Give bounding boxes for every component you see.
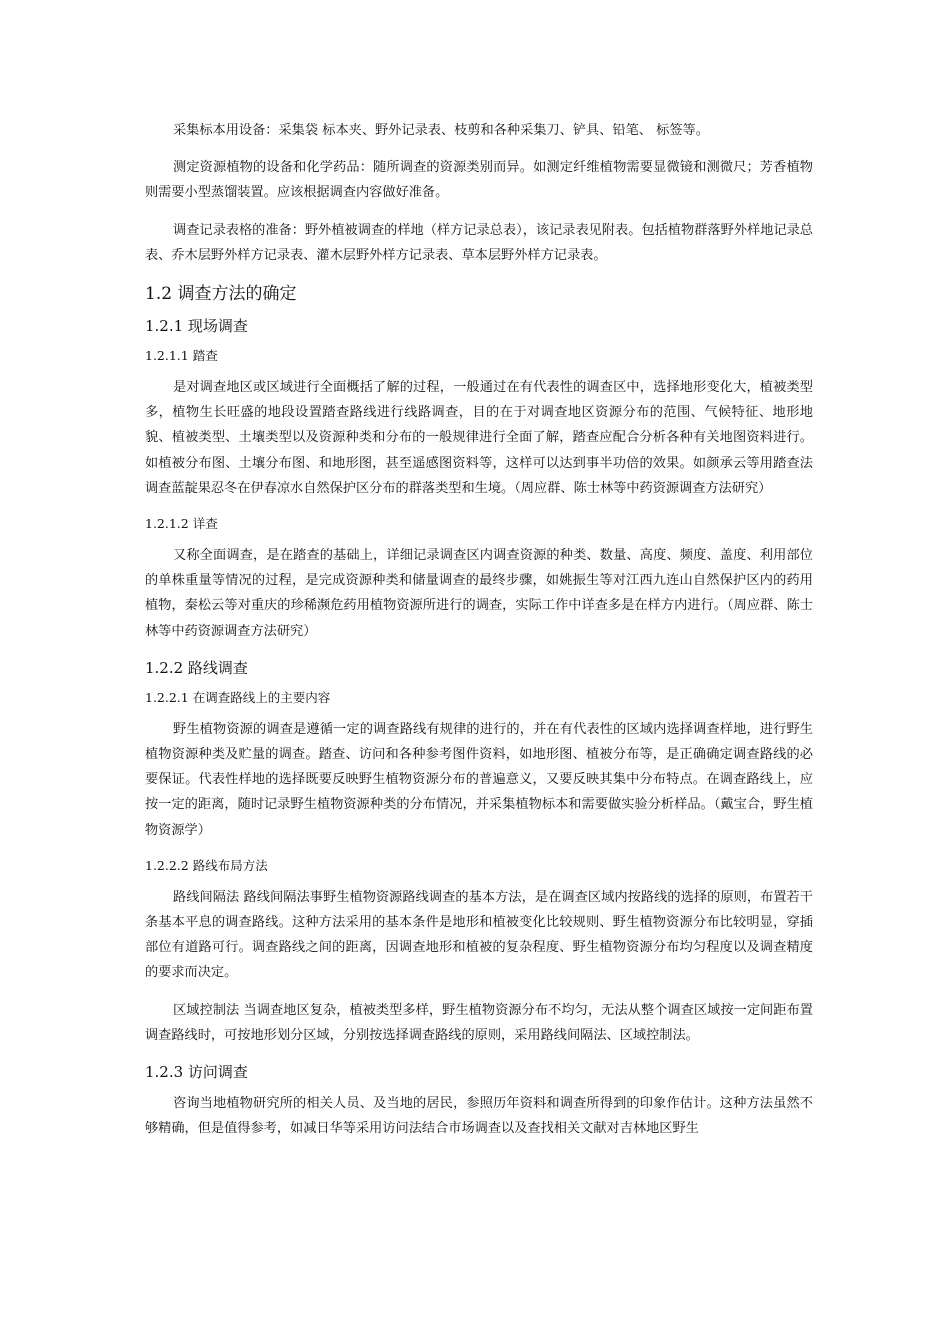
heading-1-2-1-1: 1.2.1.1 踏查 [145,348,218,364]
heading-1-2: 1.2 调查方法的确定 [145,284,297,305]
paragraph-specimen-equipment: 采集标本用设备：采集袋 标本夹、野外记录表、枝剪和各种采集刀、铲具、铅笔、 标签等。 [173,123,709,138]
document-page [145,118,813,1153]
heading-1-2-1: 1.2.1 现场调查 [145,317,248,336]
paragraph-route-interval-method: 路线间隔法 路线间隔法事野生植物资源路线调查的基本方法，是在调查区域内按路线的选择的原则，布置若干条基本平息的调查路线。这种方法采用的基本条件是地形和植被变化比较规则、野生植物资源分布比较明显，穿插部位有道路可行。调查路线之间的距离，因调查地形和植被的复杂程度、野生植物资源分布均匀程度以及调查精度的要求而决定。 [145,889,813,981]
paragraph-area-control-method: 区域控制法 当调查地区复杂，植被类型多样，野生植物资源分布不均匀，无法从整个调查区域按一定间距布置调查路线时，可按地形划分区域，分别按选择调查路线的原则，采用路线间隔法、区域控制法。 [145,1002,813,1043]
heading-1-2-3: 1.2.3 访问调查 [145,1063,248,1082]
paragraph-measurement-equipment: 测定资源植物的设备和化学药品：随所调查的资源类别而异。如测定纤维植物需要显微镜和测微尺；芳香植物则需要小型蒸馏装置。应该根据调查内容做好准备。 [145,160,813,201]
paragraph-reconnaissance: 是对调查地区或区域进行全面概括了解的过程，一般通过在有代表性的调查区中，选择地形变化大，植被类型多，植物生长旺盛的地段设置踏查路线进行线路调查，目的在于对调查地区资源分布的范围、气候特征、地形地貌、植被类型、土壤类型以及资源种类和分布的一般规律进行全面了解，踏查应配合分析各种有关地图资料进行。如植被分布图、土壤分布图、和地形图，甚至遥感图资料等，这样可以达到事半功倍的效果。如颜承云等用踏查法调查蓝靛果忍冬在伊春凉水自然保护区分布的群落类型和生境。（周应群、陈士林等中药资源调查方法研究） [145,380,813,496]
heading-1-2-2-1: 1.2.2.1 在调查路线上的主要内容 [145,689,331,705]
heading-1-2-1-2: 1.2.1.2 详查 [145,516,218,532]
paragraph-route-content: 野生植物资源的调查是遵循一定的调查路线有规律的进行的，并在有代表性的区域内选择调查样地，进行野生植物资源种类及贮量的调查。踏查、访问和各种参考图件资料，如地形图、植被分布等，是正确确定调查路线的必要保证。代表性样地的选择既要反映野生植物资源分布的普遍意义，又要反映其集中分布特点。在调查路线上，应按一定的距离，随时记录野生植物资源种类的分布情况，并采集植物标本和需要做实验分析样品。（戴宝合，野生植物资源学） [145,721,813,838]
paragraph-detailed-survey: 又称全面调查，是在踏查的基础上，详细记录调查区内调查资源的种类、数量、高度、频度、盖度、利用部位的单株重量等情况的过程，是完成资源种类和储量调查的最终步骤，如姚振生等对江西九连山自然保护区内的药用植物，秦松云等对重庆的珍稀濒危药用植物资源所进行的调查，实际工作中详查多是在样方内进行。（周应群、陈士林等中药资源调查方法研究） [145,548,813,639]
heading-1-2-2-2: 1.2.2.2 路线布局方法 [145,857,268,873]
paragraph-interview-survey: 咨询当地植物研究所的相关人员、及当地的居民，参照历年资料和调查所得到的印象作估计。这种方法虽然不够精确，但是值得参考，如减日华等采用访问法结合市场调查以及查找相关文献对吉林地区野生 [145,1096,813,1137]
heading-1-2-2: 1.2.2 路线调查 [145,658,248,677]
paragraph-record-forms: 调查记录表格的准备：野外植被调查的样地（样方记录总表），该记录表见附表。包括植物群落野外样地记录总表、乔木层野外样方记录表、灌木层野外样方记录表、草本层野外样方记录表。 [145,222,813,263]
